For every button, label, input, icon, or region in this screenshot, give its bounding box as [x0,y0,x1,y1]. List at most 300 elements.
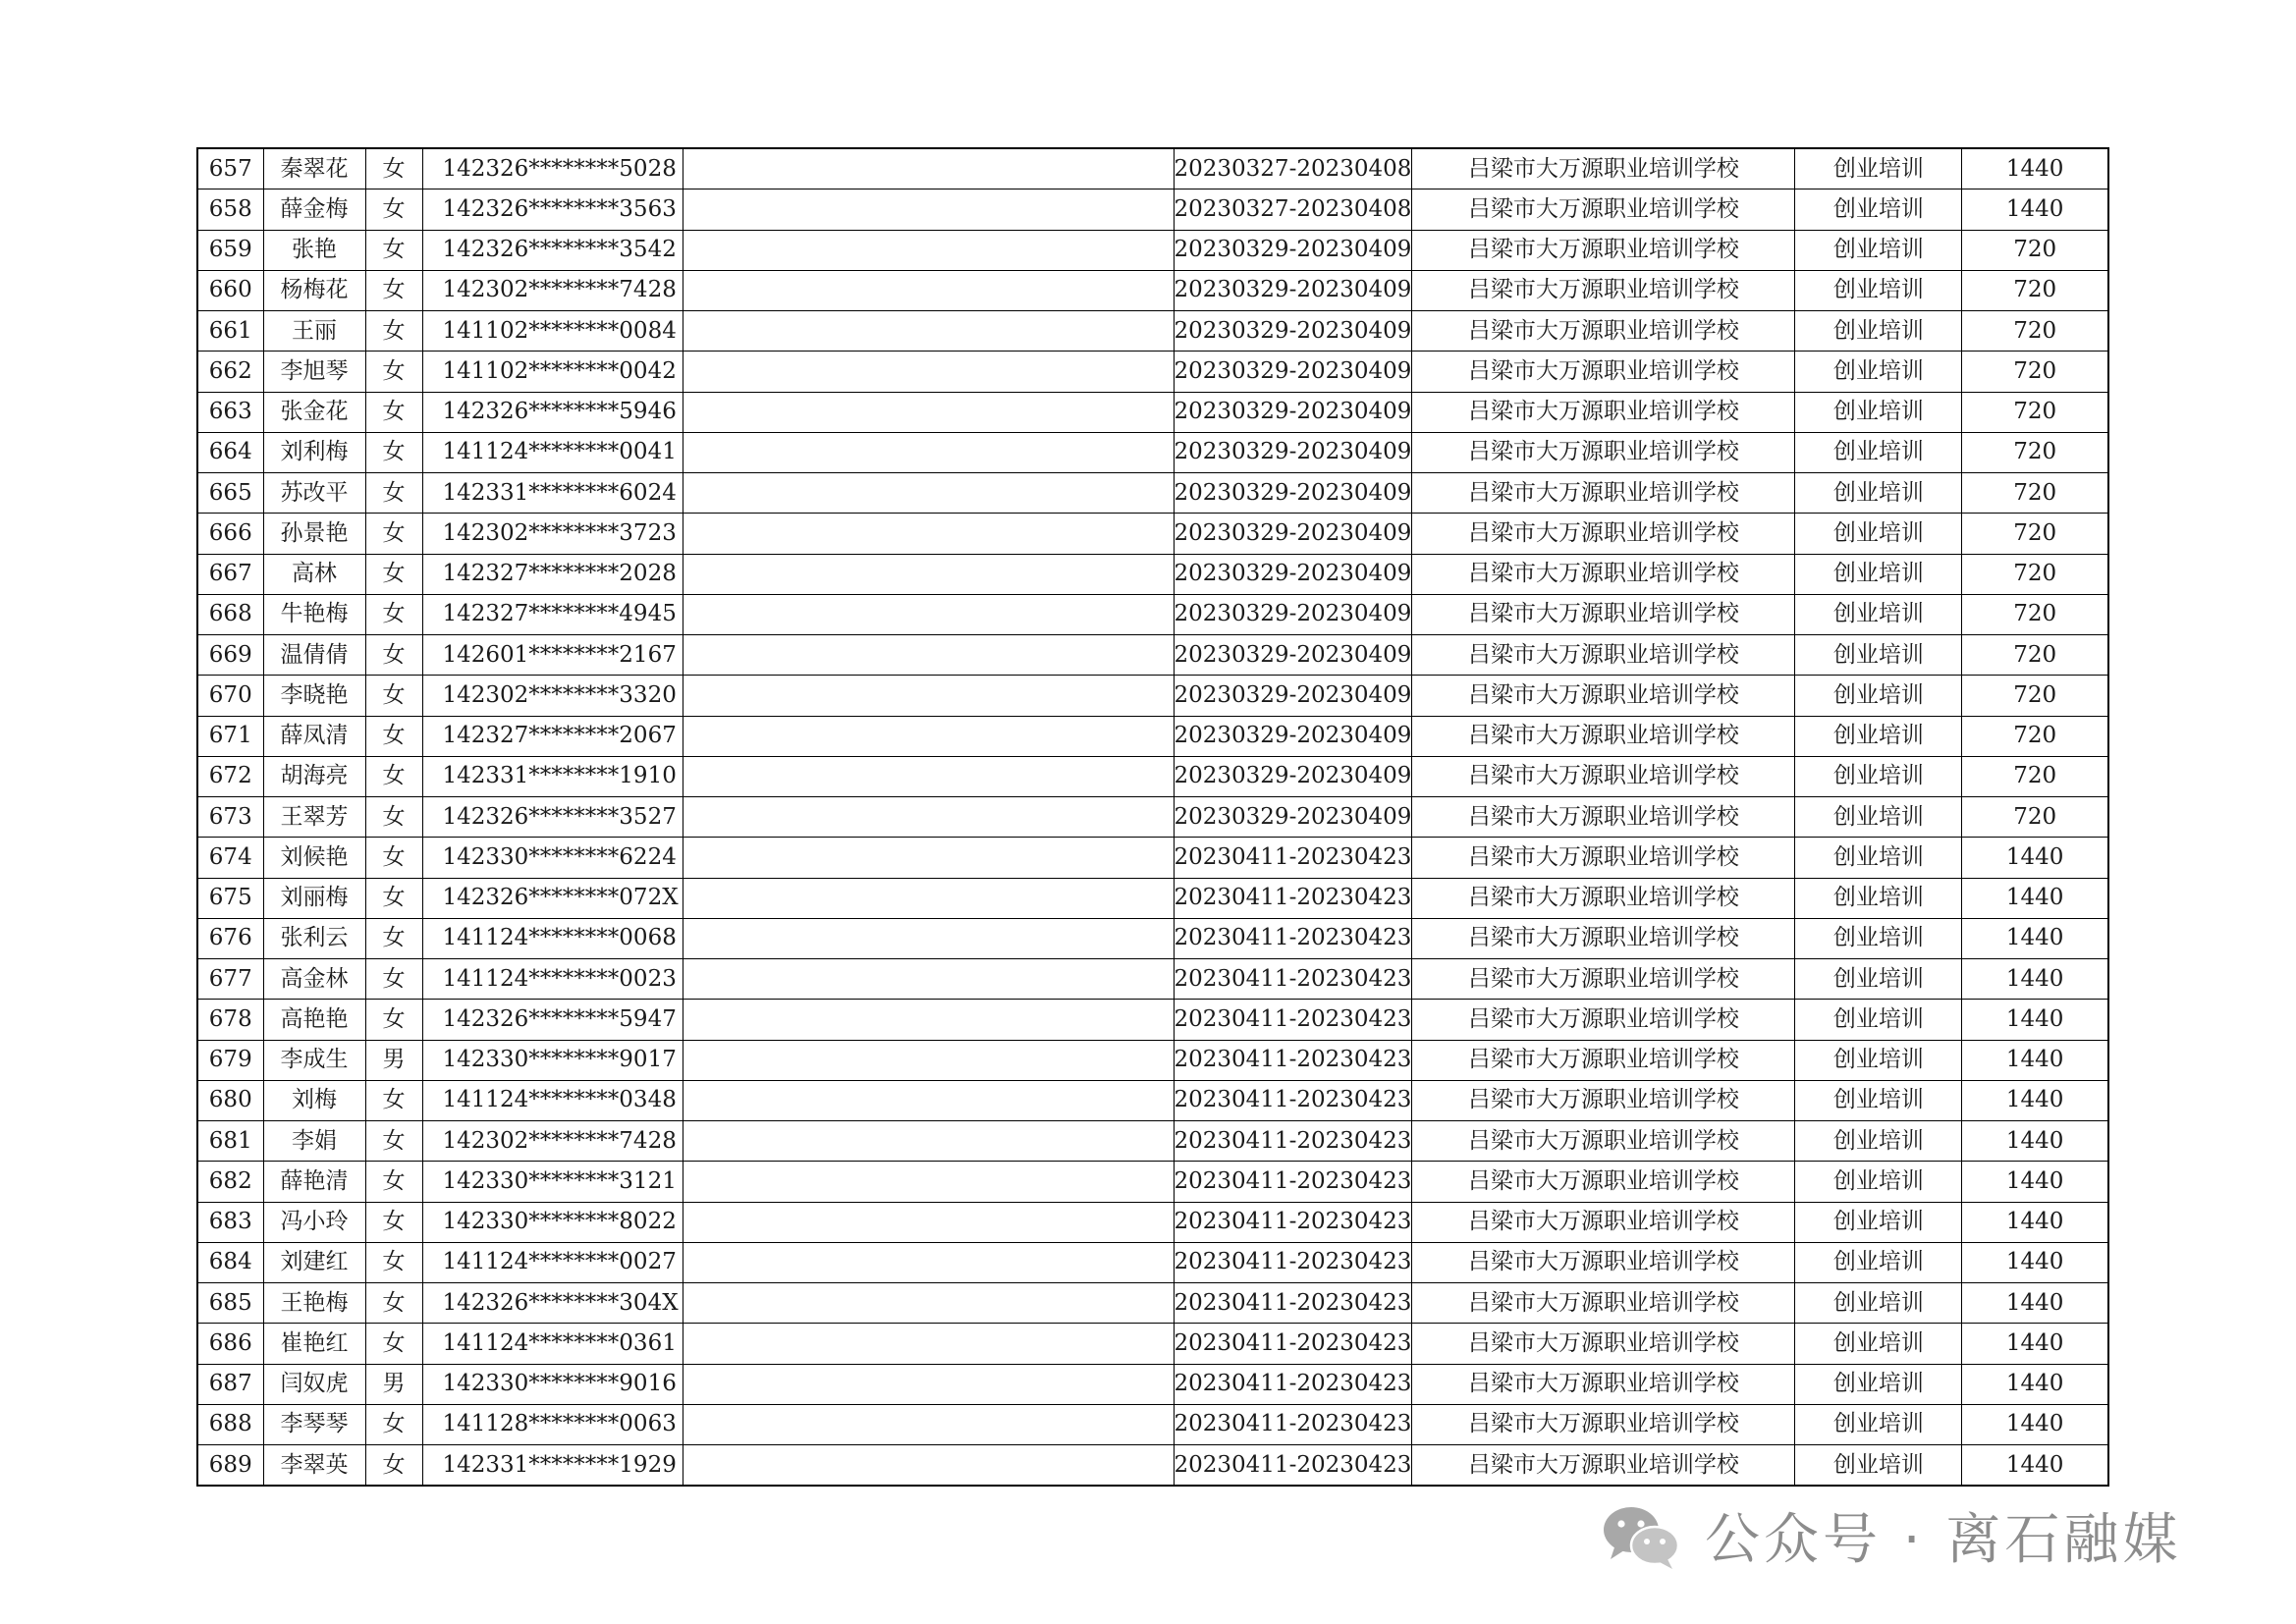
gender-cell: 女 [365,878,422,918]
training-period-cell: 20230329-20230409 [1174,594,1412,634]
hours-cell: 1440 [1962,1040,2108,1080]
hours-cell: 1440 [1962,959,2108,1000]
training-type-cell: 创业培训 [1795,1000,1962,1040]
table-row [197,189,2108,230]
empty-cell [683,716,1174,756]
row-number-cell: 666 [197,514,263,554]
hours-cell: 1440 [1962,878,2108,918]
training-type-cell: 创业培训 [1795,1324,1962,1364]
training-period-cell: 20230329-20230409 [1174,270,1412,310]
training-period-cell: 20230411-20230423 [1174,1283,1412,1324]
row-number-cell: 672 [197,756,263,796]
row-number-cell: 689 [197,1445,263,1487]
id-number-cell: 142330********8022 [422,1202,683,1242]
id-number-cell: 142326********3563 [422,189,683,230]
hours-cell: 720 [1962,270,2108,310]
row-number-cell: 677 [197,959,263,1000]
hours-cell: 720 [1962,473,2108,514]
id-number-cell: 142326********5947 [422,1000,683,1040]
training-period-cell: 20230411-20230423 [1174,1364,1412,1404]
id-number-cell: 142326********304X [422,1283,683,1324]
school-cell: 吕梁市大万源职业培训学校 [1412,797,1795,838]
table-row [197,1040,2108,1080]
school-cell: 吕梁市大万源职业培训学校 [1412,918,1795,958]
training-type-cell: 创业培训 [1795,1283,1962,1324]
training-period-cell: 20230329-20230409 [1174,635,1412,676]
school-cell: 吕梁市大万源职业培训学校 [1412,1121,1795,1162]
school-cell: 吕梁市大万源职业培训学校 [1412,554,1795,594]
id-number-cell: 142331********1910 [422,756,683,796]
table-row [197,594,2108,634]
id-number-cell: 142601********2167 [422,635,683,676]
empty-cell [683,1080,1174,1120]
name-cell: 胡海亮 [263,756,365,796]
row-number-cell: 684 [197,1242,263,1282]
row-number-cell: 668 [197,594,263,634]
gender-cell: 男 [365,1040,422,1080]
training-type-cell: 创业培训 [1795,1445,1962,1487]
table-row [197,959,2108,1000]
name-cell: 崔艳红 [263,1324,365,1364]
row-number-cell: 667 [197,554,263,594]
gender-cell: 女 [365,797,422,838]
training-period-cell: 20230329-20230409 [1174,676,1412,716]
table-row [197,311,2108,352]
training-type-cell: 创业培训 [1795,148,1962,189]
row-number-cell: 657 [197,148,263,189]
name-cell: 高艳艳 [263,1000,365,1040]
name-cell: 张利云 [263,918,365,958]
row-number-cell: 686 [197,1324,263,1364]
training-type-cell: 创业培训 [1795,554,1962,594]
empty-cell [683,676,1174,716]
row-number-cell: 680 [197,1080,263,1120]
empty-cell [683,1040,1174,1080]
training-type-cell: 创业培训 [1795,432,1962,472]
school-cell: 吕梁市大万源职业培训学校 [1412,514,1795,554]
school-cell: 吕梁市大万源职业培训学校 [1412,1202,1795,1242]
hours-cell: 720 [1962,676,2108,716]
name-cell: 刘候艳 [263,838,365,878]
gender-cell: 女 [365,1202,422,1242]
school-cell: 吕梁市大万源职业培训学校 [1412,1000,1795,1040]
training-period-cell: 20230329-20230409 [1174,311,1412,352]
training-period-cell: 20230411-20230423 [1174,1162,1412,1202]
empty-cell [683,1283,1174,1324]
name-cell: 孙景艳 [263,514,365,554]
name-cell: 薛金梅 [263,189,365,230]
id-number-cell: 141124********0348 [422,1080,683,1120]
empty-cell [683,311,1174,352]
training-type-cell: 创业培训 [1795,1404,1962,1444]
row-number-cell: 676 [197,918,263,958]
training-type-cell: 创业培训 [1795,189,1962,230]
table-row [197,1445,2108,1487]
gender-cell: 男 [365,1364,422,1404]
id-number-cell: 142327********2028 [422,554,683,594]
name-cell: 高林 [263,554,365,594]
hours-cell: 720 [1962,311,2108,352]
hours-cell: 720 [1962,716,2108,756]
table-row [197,514,2108,554]
empty-cell [683,1121,1174,1162]
training-period-cell: 20230411-20230423 [1174,918,1412,958]
empty-cell [683,392,1174,432]
training-type-cell: 创业培训 [1795,311,1962,352]
hours-cell: 720 [1962,635,2108,676]
empty-cell [683,756,1174,796]
row-number-cell: 675 [197,878,263,918]
empty-cell [683,432,1174,472]
training-period-cell: 20230411-20230423 [1174,1040,1412,1080]
table-row [197,1162,2108,1202]
id-number-cell: 141102********0042 [422,352,683,392]
hours-cell: 1440 [1962,1162,2108,1202]
hours-cell: 1440 [1962,189,2108,230]
hours-cell: 720 [1962,594,2108,634]
gender-cell: 女 [365,1080,422,1120]
gender-cell: 女 [365,756,422,796]
name-cell: 李翠英 [263,1445,365,1487]
training-period-cell: 20230329-20230409 [1174,716,1412,756]
id-number-cell: 142326********3542 [422,230,683,270]
watermark [1599,1500,2181,1571]
table-row [197,432,2108,472]
table-row [197,148,2108,189]
name-cell: 刘利梅 [263,432,365,472]
empty-cell [683,1404,1174,1444]
row-number-cell: 661 [197,311,263,352]
gender-cell: 女 [365,1000,422,1040]
gender-cell: 女 [365,918,422,958]
school-cell: 吕梁市大万源职业培训学校 [1412,432,1795,472]
gender-cell: 女 [365,1283,422,1324]
training-type-cell: 创业培训 [1795,270,1962,310]
empty-cell [683,1445,1174,1487]
table-row [197,756,2108,796]
training-type-cell: 创业培训 [1795,918,1962,958]
gender-cell: 女 [365,594,422,634]
id-number-cell: 142326********5028 [422,148,683,189]
school-cell: 吕梁市大万源职业培训学校 [1412,594,1795,634]
school-cell: 吕梁市大万源职业培训学校 [1412,716,1795,756]
school-cell: 吕梁市大万源职业培训学校 [1412,1324,1795,1364]
table-row [197,1324,2108,1364]
school-cell: 吕梁市大万源职业培训学校 [1412,352,1795,392]
id-number-cell: 141124********0068 [422,918,683,958]
empty-cell [683,797,1174,838]
empty-cell [683,473,1174,514]
school-cell: 吕梁市大万源职业培训学校 [1412,230,1795,270]
hours-cell: 1440 [1962,1121,2108,1162]
training-period-cell: 20230411-20230423 [1174,1242,1412,1282]
gender-cell: 女 [365,392,422,432]
gender-cell: 女 [365,1121,422,1162]
school-cell: 吕梁市大万源职业培训学校 [1412,270,1795,310]
table-row [197,1242,2108,1282]
empty-cell [683,594,1174,634]
row-number-cell: 687 [197,1364,263,1404]
row-number-cell: 663 [197,392,263,432]
id-number-cell: 142330********6224 [422,838,683,878]
table-row [197,554,2108,594]
gender-cell: 女 [365,148,422,189]
id-number-cell: 141124********0361 [422,1324,683,1364]
school-cell: 吕梁市大万源职业培训学校 [1412,148,1795,189]
gender-cell: 女 [365,432,422,472]
row-number-cell: 685 [197,1283,263,1324]
id-number-cell: 142327********2067 [422,716,683,756]
training-type-cell: 创业培训 [1795,676,1962,716]
school-cell: 吕梁市大万源职业培训学校 [1412,756,1795,796]
empty-cell [683,514,1174,554]
hours-cell: 1440 [1962,918,2108,958]
empty-cell [683,1324,1174,1364]
training-type-cell: 创业培训 [1795,1364,1962,1404]
training-type-cell: 创业培训 [1795,756,1962,796]
table-row [197,230,2108,270]
table-row [197,1202,2108,1242]
school-cell: 吕梁市大万源职业培训学校 [1412,878,1795,918]
hours-cell: 1440 [1962,1000,2108,1040]
row-number-cell: 682 [197,1162,263,1202]
school-cell: 吕梁市大万源职业培训学校 [1412,635,1795,676]
training-period-cell: 20230411-20230423 [1174,1445,1412,1487]
training-type-cell: 创业培训 [1795,1040,1962,1080]
name-cell: 温倩倩 [263,635,365,676]
name-cell: 杨梅花 [263,270,365,310]
row-number-cell: 669 [197,635,263,676]
table-row [197,918,2108,958]
hours-cell: 1440 [1962,1324,2108,1364]
id-number-cell: 142327********4945 [422,594,683,634]
row-number-cell: 688 [197,1404,263,1444]
training-type-cell: 创业培训 [1795,392,1962,432]
table-row [197,716,2108,756]
training-type-cell: 创业培训 [1795,797,1962,838]
school-cell: 吕梁市大万源职业培训学校 [1412,676,1795,716]
gender-cell: 女 [365,716,422,756]
row-number-cell: 679 [197,1040,263,1080]
name-cell: 张金花 [263,392,365,432]
table-row [197,797,2108,838]
trainee-table [196,147,2109,1487]
table-row [197,1080,2108,1120]
training-period-cell: 20230329-20230409 [1174,352,1412,392]
hours-cell: 720 [1962,432,2108,472]
gender-cell: 女 [365,838,422,878]
row-number-cell: 678 [197,1000,263,1040]
name-cell: 刘建红 [263,1242,365,1282]
empty-cell [683,554,1174,594]
empty-cell [683,1364,1174,1404]
hours-cell: 720 [1962,554,2108,594]
name-cell: 张艳 [263,230,365,270]
training-period-cell: 20230329-20230409 [1174,473,1412,514]
school-cell: 吕梁市大万源职业培训学校 [1412,189,1795,230]
empty-cell [683,189,1174,230]
school-cell: 吕梁市大万源职业培训学校 [1412,311,1795,352]
gender-cell: 女 [365,676,422,716]
school-cell: 吕梁市大万源职业培训学校 [1412,1080,1795,1120]
id-number-cell: 142302********3320 [422,676,683,716]
id-number-cell: 141124********0027 [422,1242,683,1282]
row-number-cell: 662 [197,352,263,392]
training-period-cell: 20230329-20230409 [1174,514,1412,554]
watermark-text: 公众号 · 离石融媒 [1705,1508,2182,1572]
hours-cell: 1440 [1962,148,2108,189]
training-period-cell: 20230329-20230409 [1174,756,1412,796]
table-row [197,473,2108,514]
empty-cell [683,230,1174,270]
school-cell: 吕梁市大万源职业培训学校 [1412,959,1795,1000]
row-number-cell: 665 [197,473,263,514]
row-number-cell: 659 [197,230,263,270]
empty-cell [683,1162,1174,1202]
name-cell: 李琴琴 [263,1404,365,1444]
training-period-cell: 20230411-20230423 [1174,1080,1412,1120]
id-number-cell: 142330********9016 [422,1364,683,1404]
school-cell: 吕梁市大万源职业培训学校 [1412,1445,1795,1487]
table-row [197,676,2108,716]
name-cell: 李成生 [263,1040,365,1080]
training-period-cell: 20230411-20230423 [1174,878,1412,918]
training-period-cell: 20230411-20230423 [1174,1121,1412,1162]
school-cell: 吕梁市大万源职业培训学校 [1412,1162,1795,1202]
gender-cell: 女 [365,1162,422,1202]
training-period-cell: 20230329-20230409 [1174,230,1412,270]
empty-cell [683,838,1174,878]
name-cell: 王艳梅 [263,1283,365,1324]
school-cell: 吕梁市大万源职业培训学校 [1412,1283,1795,1324]
school-cell: 吕梁市大万源职业培训学校 [1412,1242,1795,1282]
school-cell: 吕梁市大万源职业培训学校 [1412,838,1795,878]
school-cell: 吕梁市大万源职业培训学校 [1412,1364,1795,1404]
gender-cell: 女 [365,635,422,676]
training-period-cell: 20230329-20230409 [1174,554,1412,594]
training-type-cell: 创业培训 [1795,1121,1962,1162]
gender-cell: 女 [365,1445,422,1487]
training-type-cell: 创业培训 [1795,1202,1962,1242]
gender-cell: 女 [365,514,422,554]
hours-cell: 720 [1962,797,2108,838]
name-cell: 薛艳清 [263,1162,365,1202]
training-type-cell: 创业培训 [1795,473,1962,514]
table-row [197,635,2108,676]
table-row [197,270,2108,310]
row-number-cell: 674 [197,838,263,878]
training-type-cell: 创业培训 [1795,514,1962,554]
empty-cell [683,959,1174,1000]
school-cell: 吕梁市大万源职业培训学校 [1412,1404,1795,1444]
table-row [197,1121,2108,1162]
name-cell: 李晓艳 [263,676,365,716]
row-number-cell: 683 [197,1202,263,1242]
table-row [197,838,2108,878]
training-type-cell: 创业培训 [1795,838,1962,878]
id-number-cell: 142330********3121 [422,1162,683,1202]
row-number-cell: 671 [197,716,263,756]
training-type-cell: 创业培训 [1795,878,1962,918]
name-cell: 王翠芳 [263,797,365,838]
training-period-cell: 20230411-20230423 [1174,1404,1412,1444]
table-body [197,148,2108,1486]
training-period-cell: 20230411-20230423 [1174,838,1412,878]
id-number-cell: 142330********9017 [422,1040,683,1080]
table-row [197,1404,2108,1444]
gender-cell: 女 [365,1404,422,1444]
empty-cell [683,635,1174,676]
wechat-icon [1599,1500,1681,1571]
hours-cell: 720 [1962,756,2108,796]
gender-cell: 女 [365,1242,422,1282]
hours-cell: 1440 [1962,1080,2108,1120]
school-cell: 吕梁市大万源职业培训学校 [1412,1040,1795,1080]
table-row [197,878,2108,918]
training-type-cell: 创业培训 [1795,959,1962,1000]
hours-cell: 1440 [1962,1445,2108,1487]
row-number-cell: 673 [197,797,263,838]
training-period-cell: 20230329-20230409 [1174,797,1412,838]
table-row [197,1283,2108,1324]
hours-cell: 1440 [1962,1242,2108,1282]
empty-cell [683,878,1174,918]
name-cell: 薛凤清 [263,716,365,756]
name-cell: 牛艳梅 [263,594,365,634]
name-cell: 王丽 [263,311,365,352]
id-number-cell: 142331********6024 [422,473,683,514]
training-type-cell: 创业培训 [1795,1162,1962,1202]
training-type-cell: 创业培训 [1795,230,1962,270]
row-number-cell: 658 [197,189,263,230]
training-period-cell: 20230411-20230423 [1174,1000,1412,1040]
id-number-cell: 141124********0023 [422,959,683,1000]
training-period-cell: 20230327-20230408 [1174,148,1412,189]
name-cell: 刘梅 [263,1080,365,1120]
gender-cell: 女 [365,554,422,594]
id-number-cell: 142302********3723 [422,514,683,554]
hours-cell: 1440 [1962,838,2108,878]
gender-cell: 女 [365,189,422,230]
id-number-cell: 142326********072X [422,878,683,918]
gender-cell: 女 [365,311,422,352]
id-number-cell: 142331********1929 [422,1445,683,1487]
row-number-cell: 681 [197,1121,263,1162]
empty-cell [683,352,1174,392]
hours-cell: 720 [1962,392,2108,432]
table-row [197,352,2108,392]
id-number-cell: 142326********3527 [422,797,683,838]
school-cell: 吕梁市大万源职业培训学校 [1412,392,1795,432]
id-number-cell: 142302********7428 [422,270,683,310]
row-number-cell: 664 [197,432,263,472]
name-cell: 高金林 [263,959,365,1000]
training-period-cell: 20230327-20230408 [1174,189,1412,230]
table-row [197,1364,2108,1404]
empty-cell [683,1000,1174,1040]
training-period-cell: 20230411-20230423 [1174,1202,1412,1242]
row-number-cell: 660 [197,270,263,310]
row-number-cell: 670 [197,676,263,716]
hours-cell: 1440 [1962,1404,2108,1444]
gender-cell: 女 [365,352,422,392]
hours-cell: 720 [1962,514,2108,554]
training-type-cell: 创业培训 [1795,1080,1962,1120]
empty-cell [683,1202,1174,1242]
training-period-cell: 20230329-20230409 [1174,392,1412,432]
gender-cell: 女 [365,230,422,270]
hours-cell: 1440 [1962,1202,2108,1242]
